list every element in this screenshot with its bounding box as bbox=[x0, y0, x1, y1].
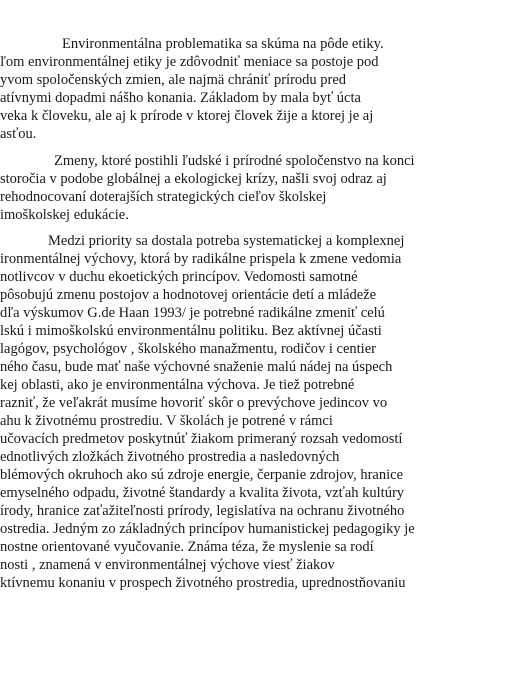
text-line: yvom spoločenských zmien, ale najmä chrániť prírodu pred bbox=[0, 72, 347, 88]
text-line: Environmentálna problematika sa skúma na pôde etiky. bbox=[62, 36, 384, 52]
text-line: dľa výskumov G.de Haan 1993/ je potrebné radikálne zmeniť celú bbox=[0, 305, 385, 321]
text-line: ahu k životnému prostrediu. V školách je potrené v rámci bbox=[0, 413, 333, 429]
text-line: nosti , znamená v environmentálnej výchove viesť žiakov bbox=[0, 557, 335, 573]
text-line: lskú i mimoškolskú environmentálnu politiku. Bez aktívnej účasti bbox=[0, 323, 382, 339]
text-line: ednotlivých zložkách životného prostredia a nasledovných bbox=[0, 449, 340, 465]
text-line: emyselného odpadu, životné štandardy a kvalita života, vzťah kultúry bbox=[0, 485, 405, 501]
text-line: asťou. bbox=[0, 126, 37, 142]
text-line: storočia v podobe globálnej a ekologickej krízy, našli svoj odraz aj bbox=[0, 171, 387, 187]
text-line: veka k človeku, ale aj k prírode v ktorej človek žije a ktorej je aj bbox=[0, 108, 374, 124]
text-line: kej oblasti, ako je environmentálna výchova. Je tiež potrebné bbox=[0, 377, 355, 393]
text-line: lagógov, psychológov , školského manažmentu, rodičov i centier bbox=[0, 341, 376, 357]
text-line: írody, hranice zaťažiteľnosti prírody, legislatíva na ochranu životného bbox=[0, 503, 405, 519]
text-line: pôsobujú zmenu postojov a hodnotovej orientácie detí a mládeže bbox=[0, 287, 377, 303]
text-line: ného času, bude mať naše výchovné snaženie malú nádej na úspech bbox=[0, 359, 393, 375]
text-line: imoškolskej edukácie. bbox=[0, 207, 129, 223]
text-line: učovacích predmetov poskytnúť žiakom primeraný rozsah vedomostí bbox=[0, 431, 403, 447]
text-line: ktívnemu konaniu v prospech životného prostredia, uprednostňovaniu bbox=[0, 575, 406, 591]
text-line: atívnymi dopadmi nášho konania. Základom by mala byť úcta bbox=[0, 90, 361, 106]
text-line: Medzi priority sa dostala potreba systematickej a komplexnej bbox=[48, 233, 405, 249]
text-line: ľom environmentálnej etiky je zdôvodniť meniace sa postoje pod bbox=[0, 54, 379, 70]
text-line: nostne orientované vyučovanie. Známa téza, že myslenie sa rodí bbox=[0, 539, 374, 555]
text-line: Zmeny, ktoré postihli ľudské i prírodné spoločenstvo na konci bbox=[54, 153, 415, 169]
text-line: blémových okruhoch ako sú zdroje energie, čerpanie zdrojov, hranice bbox=[0, 467, 404, 483]
text-line: rehodnocovaní doterajších strategických cieľov školskej bbox=[0, 189, 327, 205]
text-line: ironmentálnej výchovy, ktorá by radikálne prispela k zmene vedomia bbox=[0, 251, 402, 267]
text-line: notlivcov v duchu ekoetických princípov. Vedomosti samotné bbox=[0, 269, 358, 285]
text-line: ostredia. Jedným zo základných princípov humanistickej pedagogiky je bbox=[0, 521, 415, 537]
text-line: razniť, že veľakrát musíme hovoriť skôr o prevýchove jedincov vo bbox=[0, 395, 388, 411]
